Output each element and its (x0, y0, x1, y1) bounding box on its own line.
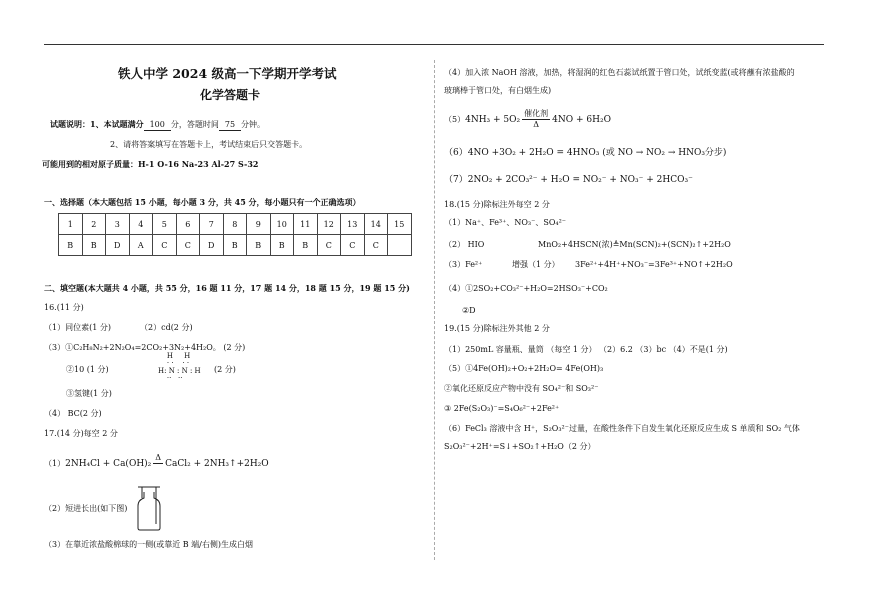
q17-label: 17.(14 分)每空 2 分 (44, 429, 118, 438)
lewis-score: (2 分) (214, 365, 236, 374)
answer-cell: C (341, 235, 365, 256)
q16-a2: （2）cd(2 分) (140, 323, 193, 332)
q16-label: 16.(11 分) (44, 303, 84, 312)
heat-condition: Δ (155, 453, 162, 462)
q16-a4: （4） BC(2 分) (44, 409, 102, 418)
question-number: 14 (364, 214, 388, 235)
answer-cell: C (364, 235, 388, 256)
hydrazine-lewis-structure: H H · · · · H: N : N : H ·· ·· (158, 352, 201, 383)
question-number: 5 (153, 214, 177, 235)
q18-a3-label: （3）Fe²⁺ (444, 260, 483, 269)
q16-a3-3: ③氢键(1 分) (66, 389, 112, 398)
question-number: 3 (106, 214, 130, 235)
answer-number-row (59, 214, 412, 235)
question-number: 2 (82, 214, 106, 235)
answer-cell: B (82, 235, 106, 256)
question-number: 11 (294, 214, 318, 235)
q19-a5-1: （5）①4Fe(OH)₂+O₂+2H₂O= 4Fe(OH)₃ (444, 364, 604, 373)
q18-a3-equation: 3Fe²⁺+4H⁺+NO₃⁻=3Fe³⁺+NO↑+2H₂O (575, 260, 733, 269)
q19-label: 19.(15 分)除标注外其他 2 分 (444, 324, 550, 333)
atomic-masses: 可能用到的相对原子质量：H-1 O-16 Na-23 Al-27 S-32 (42, 159, 259, 169)
q19-a5-3: ③ 2Fe(S₂O₃)⁻=S₄O₆²⁻+2Fe²⁺ (444, 404, 560, 413)
answer-cell: B (247, 235, 271, 256)
answer-cell-empty (388, 235, 412, 256)
question-number: 7 (200, 214, 224, 235)
q16-a3: （3）①C₂H₈N₂+2N₂O₄=2CO₂+3N₂+4H₂O。 (2 分) (44, 343, 246, 352)
section2-heading: 二、填空题(本大题共 4 小题，共 55 分，16 题 11 分，17 题 14 分，18 题 15 分，19 题 15 分) (44, 283, 410, 293)
answer-cell: B (223, 235, 247, 256)
q18-a4-2: ②D (462, 306, 476, 315)
answer-cell: D (200, 235, 224, 256)
answer-cell: C (153, 235, 177, 256)
q17-a4-line1: （4）加入浓 NaOH 溶液，加热，将湿润的红色石蕊试纸置于管口处，试纸变蓝(或将蘸有浓盐酸的 (444, 68, 795, 77)
q19-a6-line2: S₂O₃²⁻+2H⁺=S↓+SO₂↑+H₂O（2 分） (444, 442, 596, 451)
q16-a1: （1）同位素(1 分) (44, 323, 111, 332)
q18-a2-equation: MnO₂+4HSCN(浓)≜Mn(SCN)₂+(SCN)₂↑+2H₂O (538, 240, 731, 249)
exam-time: 75 (219, 120, 241, 131)
answer-cell: B (59, 235, 83, 256)
q18-a4-1: （4）①2SO₂+CO₃²⁻+H₂O=2HSO₃⁻+CO₂ (444, 284, 608, 293)
answer-cell: D (106, 235, 130, 256)
question-number: 4 (129, 214, 153, 235)
question-number: 10 (270, 214, 294, 235)
q17-a2: （2）短进长出(如下图) (44, 504, 128, 513)
answer-cell: B (270, 235, 294, 256)
q19-a1: （1）250mL 容量瓶、量筒 （每空 1 分） （2）6.2 （3）bc （4）不是(1 分) (444, 345, 728, 354)
answer-cell: C (176, 235, 200, 256)
page-title: 铁人中学 2024 级高一下学期开学考试 (118, 66, 337, 81)
q16-a3-2: ②10 (1 分) (66, 365, 109, 374)
question-number: 8 (223, 214, 247, 235)
answer-table (58, 213, 412, 256)
question-number: 12 (317, 214, 341, 235)
full-score: 100 (144, 120, 171, 131)
answer-cell: A (129, 235, 153, 256)
q17-a5: （5）4NH₃ + 5O₂ 催化剂 Δ 4NO + 6H₂O (444, 109, 611, 129)
q18-a2-label: （2） HIO (444, 240, 485, 249)
exam-instructions-2: 2、请将答案填写在答题卡上，考试结束后只交答题卡。 (110, 140, 308, 149)
top-rule (44, 44, 824, 45)
section1-heading: 一、选择题（本大题包括 15 小题，每小题 3 分，共 45 分，每小题只有一个正确选项） (44, 197, 361, 207)
q18-label: 18.(15 分)除标注外每空 2 分 (444, 200, 550, 209)
q19-a6-line1: （6）FeCl₃ 溶液中含 H⁺，S₂O₃²⁻过量，在酸性条件下自发生氧化还原反应生成 S 单质和 SO₂ 气体 (444, 424, 800, 433)
question-number: 1 (59, 214, 83, 235)
gas-collection-bottle-icon (134, 484, 164, 532)
q17-a3: （3）在靠近浓盐酸棉球的一侧(或靠近 B 端/右侧)生成白烟 (44, 540, 253, 549)
q17-a7: （7）2NO₂ + 2CO₃²⁻ + H₂O = NO₂⁻ + NO₃⁻ + 2HCO₃⁻ (444, 175, 693, 185)
question-number: 9 (247, 214, 271, 235)
q17-a1: （1）2NH₄Cl + Ca(OH)₂ Δ CaCl₂ + 2NH₃↑+2H₂O (44, 454, 269, 473)
q19-a5-2: ②氧化还原反应产物中没有 SO₄²⁻和 SO₃²⁻ (444, 384, 599, 393)
question-number: 6 (176, 214, 200, 235)
q18-a1: （1）Na⁺、Fe³⁺、NO₃⁻、SO₄²⁻ (444, 218, 567, 227)
question-number: 13 (341, 214, 365, 235)
column-divider (434, 60, 435, 560)
question-number: 15 (388, 214, 412, 235)
answer-cell: C (317, 235, 341, 256)
page-subtitle: 化学答题卡 (200, 88, 261, 102)
answer-cell: B (294, 235, 318, 256)
exam-instructions-1: 试题说明：1、本试题满分 100 分，答题时间 75 分钟。 (50, 119, 266, 129)
q17-a4-line2: 玻璃棒于管口处，有白烟生成) (444, 86, 552, 95)
q18-a3-mid: 增强（1 分） (512, 260, 560, 269)
answer-letter-row (59, 235, 412, 256)
catalyst-condition: 催化剂 Δ (524, 109, 549, 129)
q17-a6: （6）4NO +3O₂ + 2H₂O = 4HNO₃ (或 NO → NO₂ → HNO₃分步) (444, 148, 727, 158)
